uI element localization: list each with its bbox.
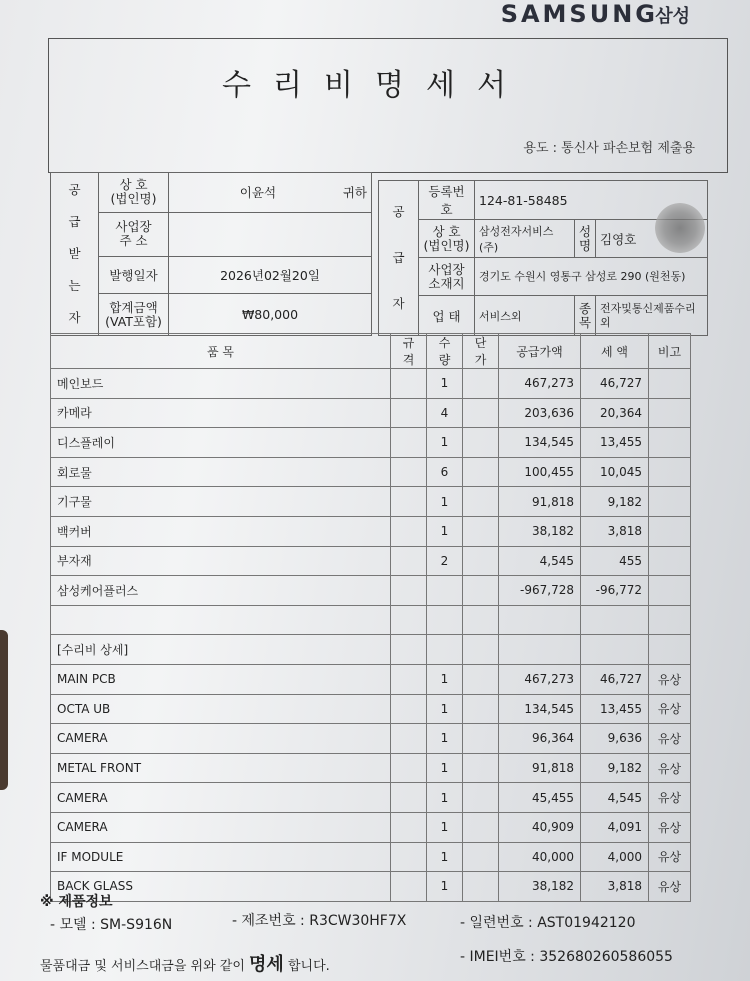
item-unit-price [463, 753, 499, 783]
table-row [51, 516, 691, 546]
item-tax: -96,772 [581, 576, 649, 606]
item-qty [427, 576, 463, 606]
header-qty: 수량 [427, 334, 463, 369]
item-note [649, 546, 691, 576]
item-tax: 9,182 [581, 753, 649, 783]
supplier-name-label: 성 명 [574, 220, 595, 258]
table-row [51, 812, 691, 842]
recipient-side-char: 공 [68, 182, 81, 197]
item-supply-amount: 38,182 [499, 516, 581, 546]
product-info-heading: ※ 제품정보 [40, 894, 113, 910]
item-name: 카메라 [51, 398, 391, 428]
recipient-company-label: 상 호 (법인명) [99, 173, 169, 213]
recipient-side-label [51, 173, 99, 336]
table-row [51, 369, 691, 399]
item-supply-amount: 38,182 [499, 872, 581, 902]
item-note: 유상 [649, 783, 691, 813]
item-supply-amount: 40,000 [499, 842, 581, 872]
document-purpose: 용도 : 통신사 파손보험 제출용 [523, 141, 695, 156]
table-row [51, 724, 691, 754]
item-qty: 1 [427, 753, 463, 783]
item-spec [391, 664, 427, 694]
item-tax: 13,455 [581, 694, 649, 724]
item-spec [391, 428, 427, 458]
item-tax: 46,727 [581, 664, 649, 694]
item-supply-amount: 134,545 [499, 428, 581, 458]
item-qty [427, 605, 463, 635]
item-tax: 13,455 [581, 428, 649, 458]
item-tax: 4,091 [581, 812, 649, 842]
item-supply-amount: 45,455 [499, 783, 581, 813]
document-title: 수리비명세서 [222, 68, 528, 103]
statement-emphasis: 명세 [249, 954, 284, 975]
item-spec [391, 516, 427, 546]
header-note: 비고 [649, 334, 691, 369]
item-name: 부자재 [51, 546, 391, 576]
item-tax: 46,727 [581, 369, 649, 399]
item-qty: 1 [427, 369, 463, 399]
supplier-company-value: 삼성전자서비스(주) [475, 220, 575, 258]
item-note [649, 576, 691, 606]
item-note [649, 398, 691, 428]
item-supply-amount: 91,818 [499, 753, 581, 783]
supplier-table [378, 180, 708, 336]
item-name: IF MODULE [51, 842, 391, 872]
item-tax: 455 [581, 546, 649, 576]
recipient-table [50, 172, 372, 336]
recipient-side-char: 자 [68, 310, 81, 325]
table-row [51, 664, 691, 694]
item-name: CAMERA [51, 783, 391, 813]
item-spec [391, 605, 427, 635]
supplier-business-value: 서비스외 [475, 296, 575, 336]
item-note [649, 635, 691, 665]
item-supply-amount: 134,545 [499, 694, 581, 724]
item-qty: 1 [427, 516, 463, 546]
item-spec [391, 812, 427, 842]
recipient-total-value: ₩80,000 [169, 294, 372, 336]
header-spec: 규격 [391, 334, 427, 369]
recipient-address-label: 사업장 주 소 [99, 212, 169, 256]
item-note [649, 516, 691, 546]
supplier-name-value: 김영호 [596, 220, 708, 258]
table-row [51, 635, 691, 665]
supplier-business-label: 업 태 [419, 296, 475, 336]
item-spec [391, 842, 427, 872]
recipient-side-char: 받 [68, 246, 81, 261]
item-spec [391, 783, 427, 813]
supplier-type-value: 전자및통신제품수리외 [596, 296, 708, 336]
table-row [51, 694, 691, 724]
item-qty: 1 [427, 872, 463, 902]
item-name: 기구물 [51, 487, 391, 517]
table-row [51, 487, 691, 517]
item-note [649, 457, 691, 487]
item-name: METAL FRONT [51, 753, 391, 783]
item-supply-amount: 100,455 [499, 457, 581, 487]
item-name: CAMERA [51, 812, 391, 842]
statement-pre: 물품대금 및 서비스대금을 위와 같이 [40, 959, 245, 974]
item-note: 유상 [649, 842, 691, 872]
items-header-row [51, 334, 691, 369]
item-spec [391, 694, 427, 724]
item-tax: 4,545 [581, 783, 649, 813]
item-note [649, 605, 691, 635]
recipient-honorific: 귀하 [342, 185, 367, 201]
recipient-date-label: 발행일자 [99, 256, 169, 293]
supplier-reg-label: 등록번호 [419, 181, 475, 220]
item-spec [391, 398, 427, 428]
supplier-type-label: 종 목 [574, 296, 595, 336]
company-seal-stamp [655, 203, 705, 253]
item-qty: 1 [427, 842, 463, 872]
item-unit-price [463, 694, 499, 724]
item-supply-amount: 91,818 [499, 487, 581, 517]
item-supply-amount: 40,909 [499, 812, 581, 842]
item-unit-price [463, 546, 499, 576]
table-row [51, 398, 691, 428]
recipient-date-value: 2026년02월20일 [169, 256, 372, 293]
item-spec [391, 753, 427, 783]
supplier-side-label [379, 181, 419, 336]
recipient-company-value: 이윤석 [239, 185, 277, 201]
table-row [51, 457, 691, 487]
table-row [51, 546, 691, 576]
item-unit-price [463, 487, 499, 517]
header-unit-price: 단가 [463, 334, 499, 369]
item-note: 유상 [649, 724, 691, 754]
item-tax: 10,045 [581, 457, 649, 487]
item-supply-amount: 4,545 [499, 546, 581, 576]
item-name: [수리비 상세] [51, 635, 391, 665]
item-tax: 4,000 [581, 842, 649, 872]
item-qty: 1 [427, 428, 463, 458]
item-unit-price [463, 457, 499, 487]
item-note: 유상 [649, 872, 691, 902]
statement-line [40, 950, 330, 976]
item-qty: 1 [427, 694, 463, 724]
supplier-side-char: 자 [392, 296, 405, 311]
recipient-company-cell [169, 173, 372, 213]
item-qty: 1 [427, 664, 463, 694]
brand-logo-tail: 삼성 [655, 6, 690, 27]
recipient-address-value [169, 212, 372, 256]
item-tax: 3,818 [581, 872, 649, 902]
item-unit-price [463, 724, 499, 754]
item-spec [391, 724, 427, 754]
item-qty: 6 [427, 457, 463, 487]
supplier-side-text [383, 189, 414, 327]
item-unit-price [463, 783, 499, 813]
item-unit-price [463, 605, 499, 635]
item-note: 유상 [649, 694, 691, 724]
item-spec [391, 546, 427, 576]
item-name [51, 605, 391, 635]
product-model: - 모델 : SM-S916N [50, 917, 173, 933]
item-name: 회로물 [51, 457, 391, 487]
item-name: 메인보드 [51, 369, 391, 399]
product-seq: - 일련번호 : AST01942120 [460, 915, 636, 931]
item-name: OCTA UB [51, 694, 391, 724]
supplier-address-value: 경기도 수원시 영통구 삼성로 290 (원천동) [475, 258, 708, 296]
table-row [51, 872, 691, 902]
supplier-side-char: 공 [392, 204, 405, 219]
item-unit-price [463, 576, 499, 606]
item-qty: 1 [427, 724, 463, 754]
item-supply-amount: 467,273 [499, 369, 581, 399]
items-table [50, 333, 691, 902]
statement-post: 합니다. [287, 959, 330, 974]
item-spec [391, 576, 427, 606]
item-spec [391, 487, 427, 517]
item-name: BACK GLASS [51, 872, 391, 902]
item-qty: 2 [427, 546, 463, 576]
item-tax [581, 635, 649, 665]
table-row [51, 605, 691, 635]
item-tax: 9,636 [581, 724, 649, 754]
item-note: 유상 [649, 753, 691, 783]
product-imei: - IMEI번호 : 352680260586055 [460, 949, 673, 965]
supplier-side-char: 급 [392, 250, 405, 265]
brand-logo: SAMSUNG [500, 0, 658, 28]
table-row [51, 842, 691, 872]
supplier-company-label: 상 호 (법인명) [419, 220, 475, 258]
table-row [51, 753, 691, 783]
item-name: 삼성케어플러스 [51, 576, 391, 606]
item-note [649, 487, 691, 517]
item-unit-price [463, 872, 499, 902]
item-spec [391, 369, 427, 399]
item-unit-price [463, 842, 499, 872]
item-unit-price [463, 516, 499, 546]
item-qty: 1 [427, 783, 463, 813]
item-supply-amount: -967,728 [499, 576, 581, 606]
supplier-address-label: 사업장 소재지 [419, 258, 475, 296]
item-note: 유상 [649, 664, 691, 694]
item-unit-price [463, 664, 499, 694]
item-supply-amount [499, 605, 581, 635]
item-tax: 9,182 [581, 487, 649, 517]
item-name: 디스플레이 [51, 428, 391, 458]
table-row [51, 783, 691, 813]
item-qty [427, 635, 463, 665]
table-row [51, 576, 691, 606]
item-qty: 1 [427, 487, 463, 517]
item-spec [391, 457, 427, 487]
item-supply-amount [499, 635, 581, 665]
item-tax: 3,818 [581, 516, 649, 546]
item-unit-price [463, 635, 499, 665]
item-name: CAMERA [51, 724, 391, 754]
item-qty: 1 [427, 812, 463, 842]
item-qty: 4 [427, 398, 463, 428]
item-unit-price [463, 428, 499, 458]
header-item: 품 목 [51, 334, 391, 369]
table-row [51, 428, 691, 458]
recipient-total-label: 합계금액 (VAT포함) [99, 294, 169, 336]
recipient-side-char: 는 [68, 278, 81, 293]
item-spec [391, 635, 427, 665]
item-note [649, 369, 691, 399]
supplier-reg-value: 124-81-58485 [475, 181, 708, 220]
recipient-side-char: 급 [68, 214, 81, 229]
item-supply-amount: 467,273 [499, 664, 581, 694]
item-name: 백커버 [51, 516, 391, 546]
item-tax [581, 605, 649, 635]
item-note [649, 428, 691, 458]
item-tax: 20,364 [581, 398, 649, 428]
header-tax: 세 액 [581, 334, 649, 369]
finger-edge [0, 630, 8, 790]
header-supply-amount: 공급가액 [499, 334, 581, 369]
item-name: MAIN PCB [51, 664, 391, 694]
item-unit-price [463, 369, 499, 399]
recipient-side-text [55, 174, 94, 334]
item-supply-amount: 203,636 [499, 398, 581, 428]
product-serial: - 제조번호 : R3CW30HF7X [232, 913, 407, 929]
item-spec [391, 872, 427, 902]
item-note: 유상 [649, 812, 691, 842]
item-unit-price [463, 812, 499, 842]
item-unit-price [463, 398, 499, 428]
item-supply-amount: 96,364 [499, 724, 581, 754]
